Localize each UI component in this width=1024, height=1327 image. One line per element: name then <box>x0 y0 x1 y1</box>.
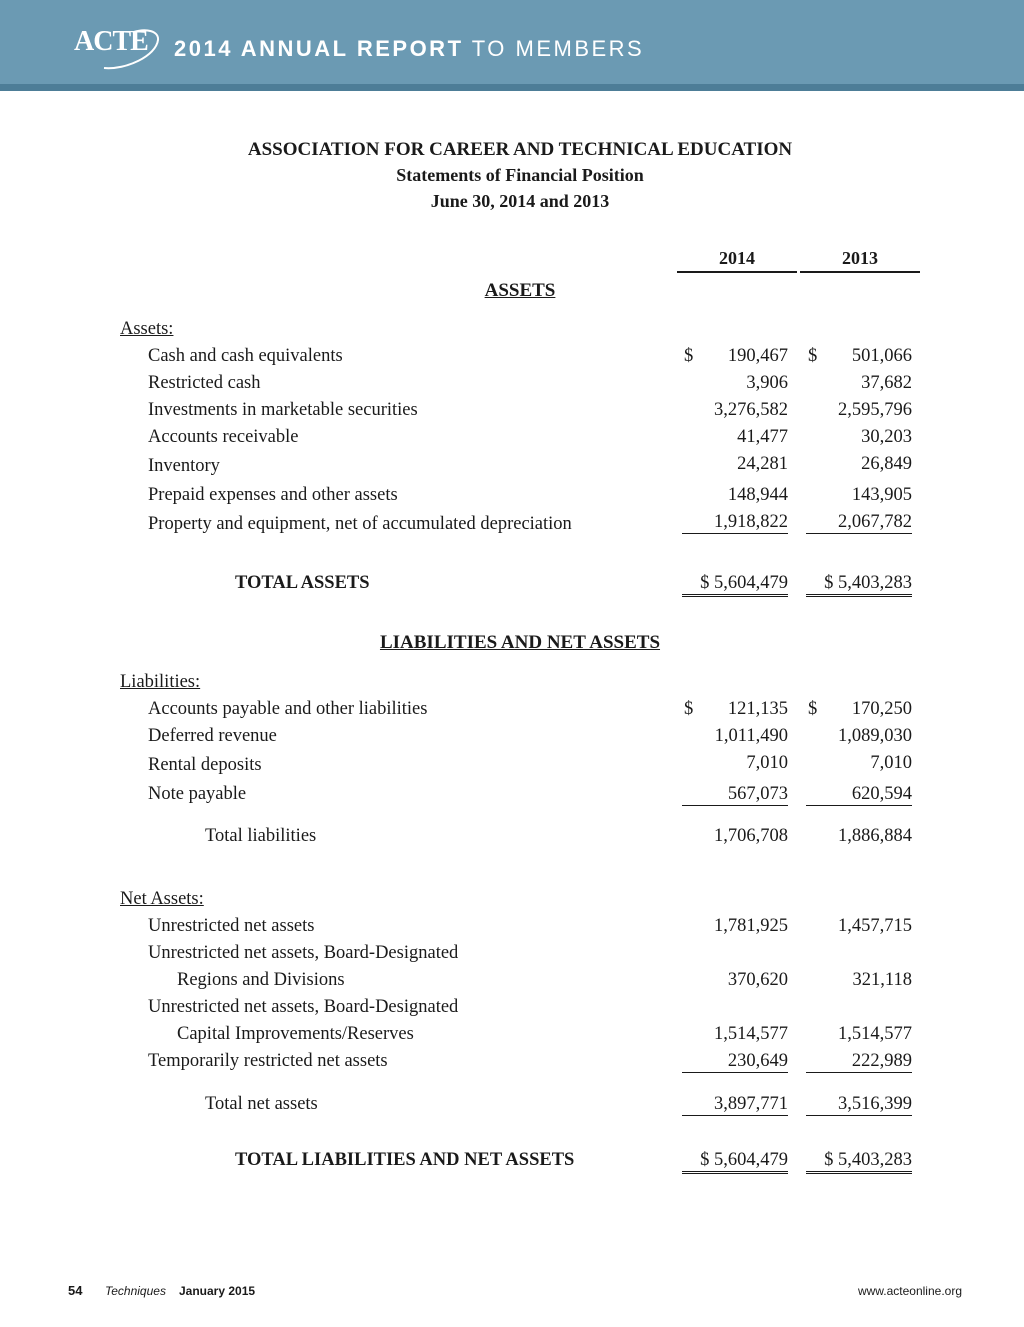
liabilities-group-label: Liabilities: <box>120 672 201 692</box>
value-2013: 1,514,577 <box>838 1024 912 1044</box>
header-rule <box>0 84 1024 91</box>
value-2013: 30,203 <box>861 427 912 447</box>
value-2014: 1,011,490 <box>714 726 788 746</box>
value-2014: 121,135 <box>727 699 788 719</box>
row-label: Note payable <box>148 784 247 804</box>
net-assets-group-label: Net Assets: <box>120 889 204 909</box>
assets-group-label: Assets: <box>120 319 174 339</box>
website-url: www.acteonline.org <box>857 1284 962 1298</box>
value-2013: 37,682 <box>861 373 912 393</box>
value-2014: 190,467 <box>727 346 788 366</box>
total-net-assets-label: Total net assets <box>205 1094 318 1114</box>
row-label: Investments in marketable securities <box>148 400 418 420</box>
report-title <box>174 36 644 62</box>
value-2014: 370,620 <box>727 970 788 990</box>
total-assets-label: TOTAL ASSETS <box>235 573 370 593</box>
total-assets-2014: $ 5,604,479 <box>682 573 788 597</box>
magazine-name: Techniques <box>105 1284 166 1298</box>
total-assets-2013: $ 5,403,283 <box>806 573 912 597</box>
row-label: Unrestricted net assets, Board-Designated <box>148 997 459 1017</box>
value-2014: 24,281 <box>737 454 788 474</box>
dollar-sign: $ <box>684 699 694 719</box>
statement-title: Statements of Financial Position <box>396 165 644 185</box>
value-2013: 26,849 <box>861 454 912 474</box>
column-header-2014: 2014 <box>677 248 797 273</box>
dollar-sign: $ <box>808 346 818 366</box>
total-net-assets-2014: 3,897,771 <box>682 1094 788 1116</box>
row-label: Rental deposits <box>148 755 262 775</box>
grand-total-label: TOTAL LIABILITIES AND NET ASSETS <box>235 1150 575 1170</box>
value-2014: 7,010 <box>746 753 788 773</box>
row-label: Inventory <box>148 456 220 476</box>
value-2013: 143,905 <box>851 485 912 505</box>
total-net-assets-2013: 3,516,399 <box>806 1094 912 1116</box>
grand-total-2014: $ 5,604,479 <box>682 1150 788 1174</box>
grand-total-2013: $ 5,403,283 <box>806 1150 912 1174</box>
value-2013: 501,066 <box>851 346 912 366</box>
value-2013: 170,250 <box>851 699 912 719</box>
row-label: Regions and Divisions <box>177 970 345 990</box>
row-label: Unrestricted net assets <box>148 916 315 936</box>
dollar-sign: $ <box>684 346 694 366</box>
row-label: Capital Improvements/Reserves <box>177 1024 414 1044</box>
issue-date: January 2015 <box>179 1284 256 1298</box>
value-2013: 321,118 <box>852 970 912 990</box>
total-liabilities-label: Total liabilities <box>205 826 317 846</box>
liabilities-heading: LIABILITIES AND NET ASSETS <box>379 632 661 653</box>
statement-dates: June 30, 2014 and 2013 <box>430 191 610 211</box>
total-liabilities-2014: 1,706,708 <box>714 826 788 846</box>
row-label: Unrestricted net assets, Board-Designated <box>148 943 459 963</box>
value-2013: 620,594 <box>806 784 912 806</box>
value-2014: 567,073 <box>682 784 788 806</box>
value-2013: 222,989 <box>806 1051 912 1073</box>
report-title-light: TO MEMBERS <box>471 36 645 61</box>
row-label: Cash and cash equivalents <box>148 346 343 366</box>
row-label: Temporarily restricted net assets <box>148 1051 388 1071</box>
row-label: Accounts receivable <box>148 427 299 447</box>
row-label: Prepaid expenses and other assets <box>148 485 398 505</box>
value-2013: 1,457,715 <box>838 916 912 936</box>
row-label: Deferred revenue <box>148 726 277 746</box>
value-2014: 148,944 <box>727 485 788 505</box>
value-2013: 7,010 <box>870 753 912 773</box>
organization-name: ASSOCIATION FOR CAREER AND TECHNICAL EDUCATION <box>247 139 793 160</box>
acte-logo <box>74 26 164 72</box>
row-label: Restricted cash <box>148 373 261 393</box>
value-2014: 3,906 <box>746 373 788 393</box>
page-number: 54 <box>68 1283 83 1298</box>
value-2014: 1,918,822 <box>682 512 788 534</box>
value-2014: 1,514,577 <box>714 1024 788 1044</box>
value-2013: 2,067,782 <box>806 512 912 534</box>
value-2014: 1,781,925 <box>714 916 788 936</box>
value-2014: 230,649 <box>682 1051 788 1073</box>
assets-heading: ASSETS <box>484 280 556 301</box>
row-label: Property and equipment, net of accumulated depreciation <box>148 514 572 534</box>
value-2013: 1,089,030 <box>838 726 912 746</box>
value-2014: 3,276,582 <box>714 400 788 420</box>
row-label: Accounts payable and other liabilities <box>148 699 428 719</box>
report-title-bold: 2014 ANNUAL REPORT <box>174 36 464 61</box>
value-2014: 41,477 <box>737 427 788 447</box>
logo-text: ACTE <box>74 26 148 57</box>
value-2013: 2,595,796 <box>838 400 912 420</box>
dollar-sign: $ <box>808 699 818 719</box>
total-liabilities-2013: 1,886,884 <box>838 826 912 846</box>
column-header-2013: 2013 <box>800 248 920 273</box>
